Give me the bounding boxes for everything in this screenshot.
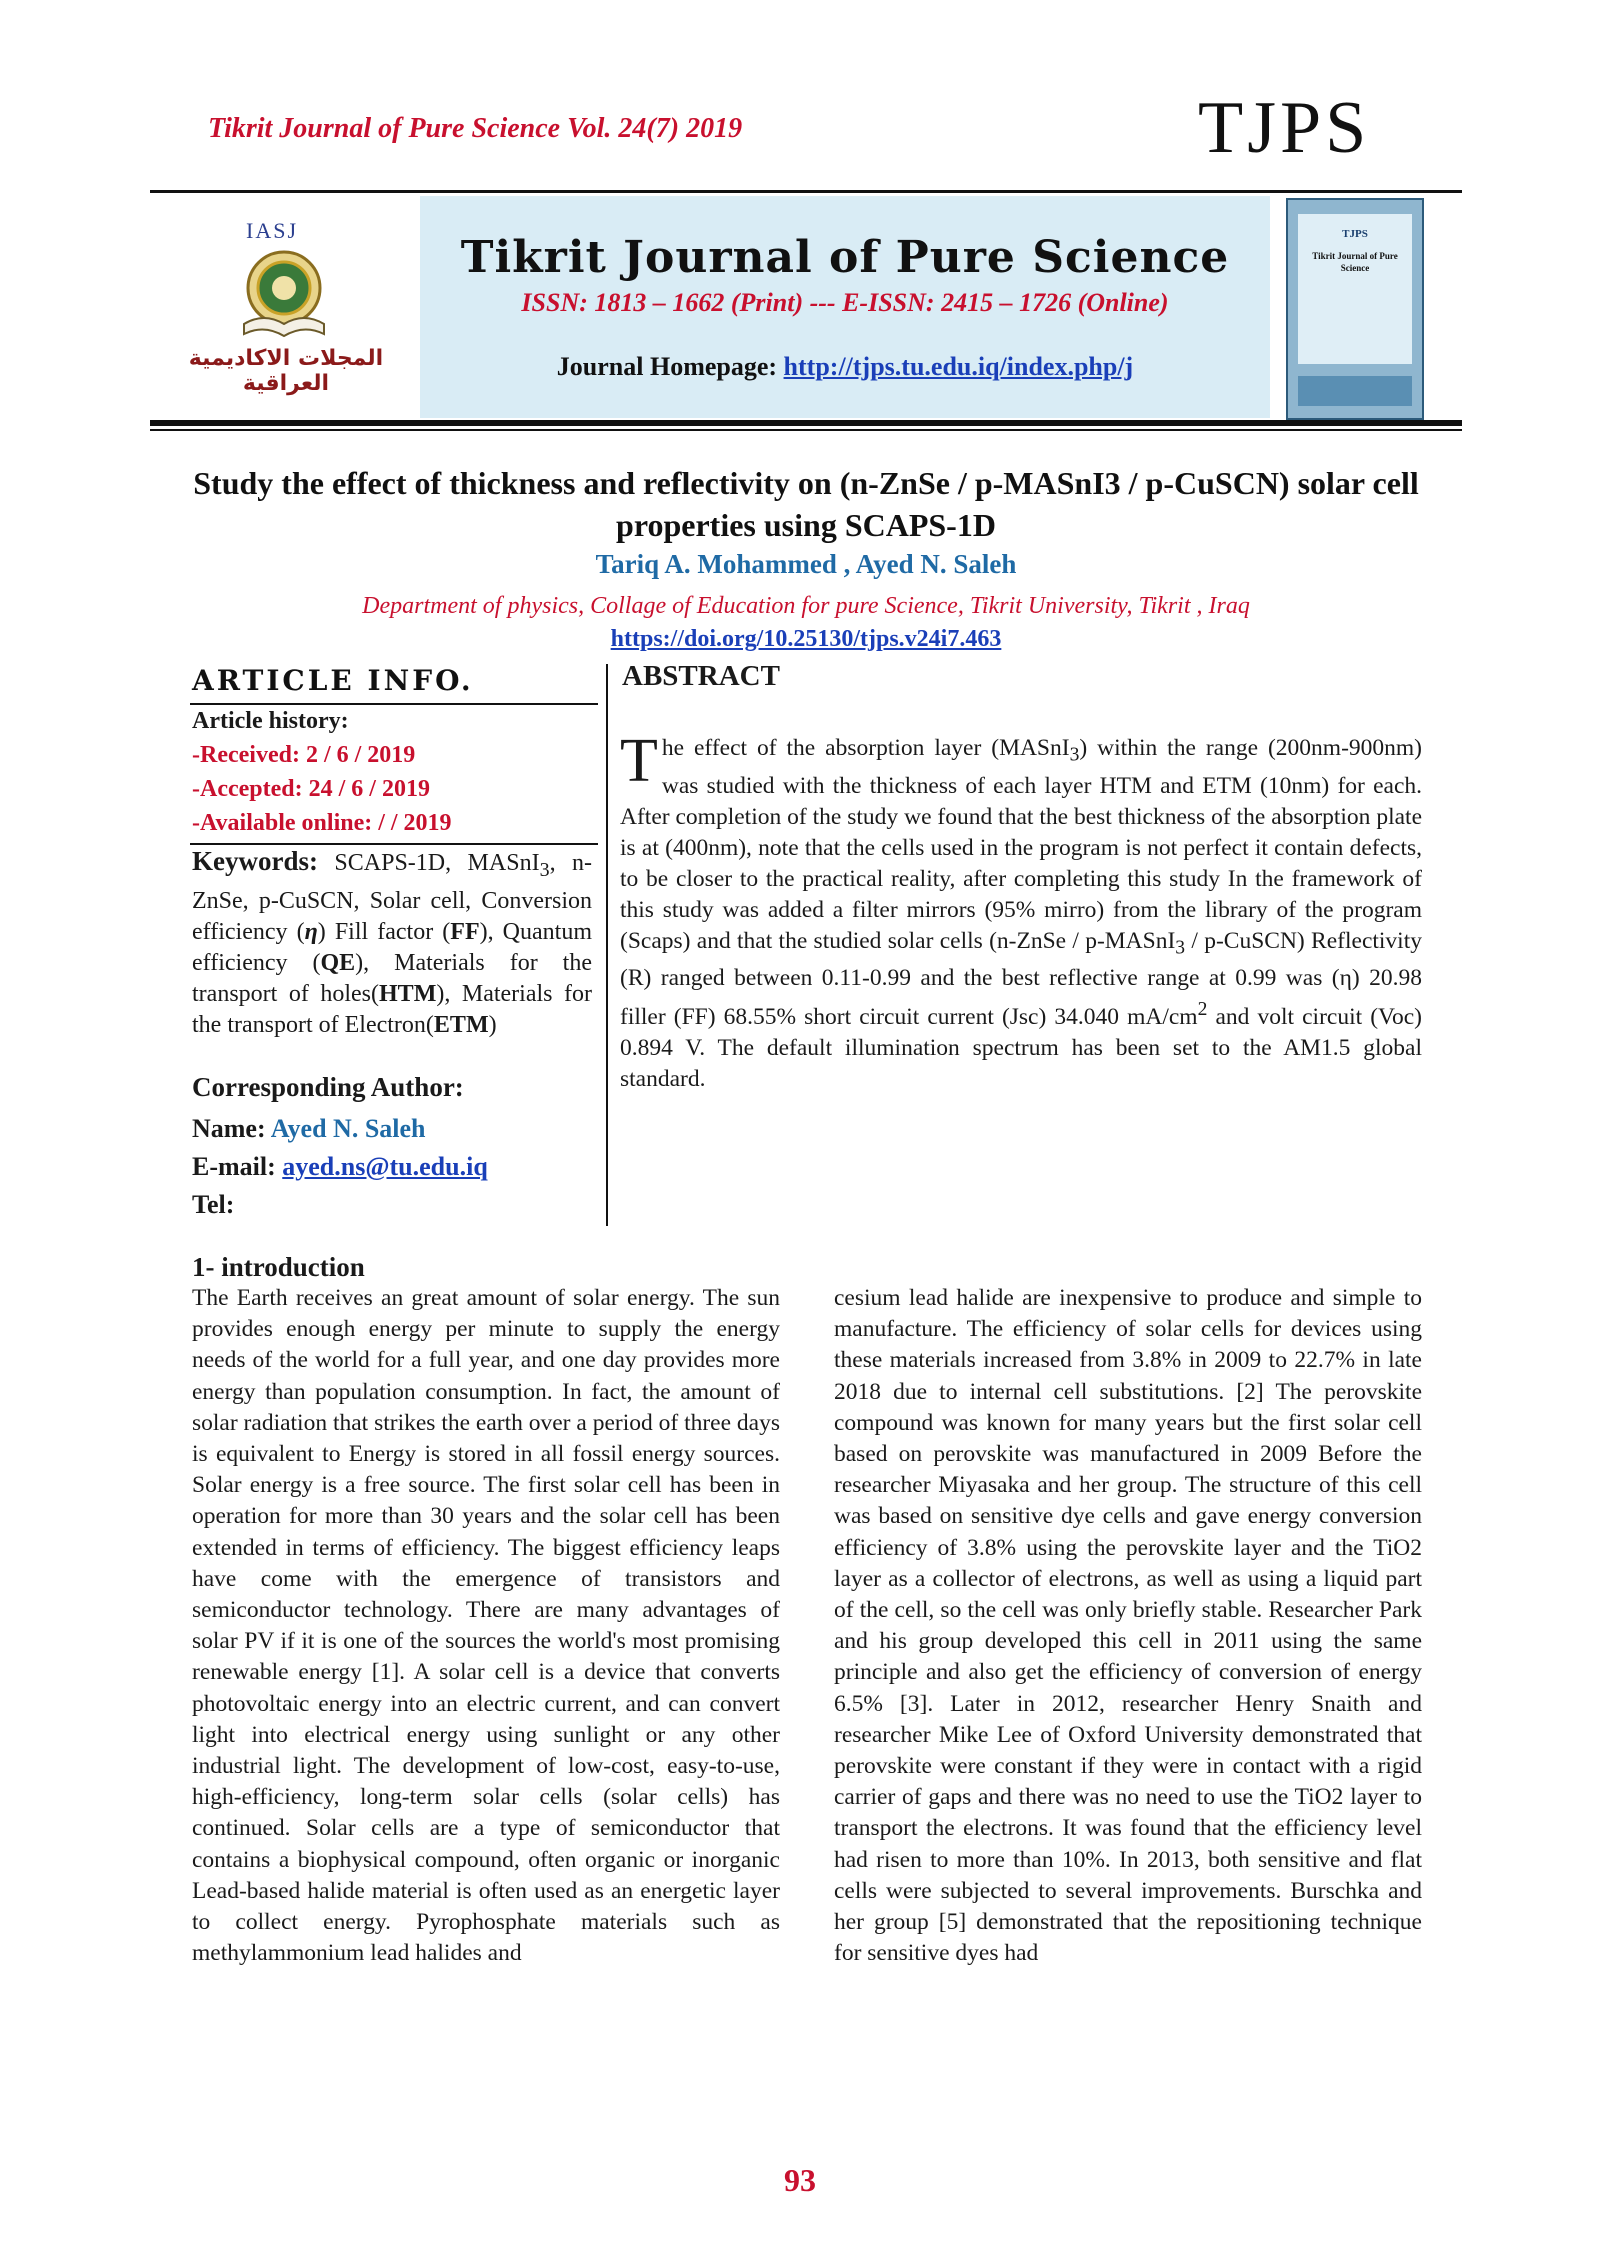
keywords-label: Keywords: — [192, 846, 318, 876]
page-number: 93 — [784, 2162, 816, 2198]
header-rule — [150, 190, 1462, 193]
body-column-left: The Earth receives an great amount of solar energy. The sun provides enough energy per minute to supply the energy needs of the world for a full year, and one day provides more energy than population consumption. In fact, the amount of solar radiation that strikes the earth over a period of three days is equivalent to Energy is stored in all fossil energy sources. Solar energy is a free source. The first solar cell has been in operation for more than 30 years and the solar cell has been extended in terms of efficiency. The biggest efficiency leaps have come with the emergence of transistors and semiconductor technology. There are many advantages of solar PV if it is one of the sources the world's most promising renewable energy [1]. A solar cell is a device that converts photovoltaic energy into an electric current, and can convert light into electrical energy using sunlight or any other industrial light. The development of low-cost, easy-to-use, high-efficiency, long-term solar cells (solar cells) has continued. Solar cells are a type of semiconductor that contains a biophysical compound, often organic or inorganic Lead-based halide material is often used as an energetic layer to collect energy. Pyrophosphate materials such as methylammonium lead halides and — [192, 1285, 780, 1967]
column-divider — [606, 664, 608, 1226]
article-info-heading: ARTICLE INFO. — [192, 664, 474, 697]
cover-title: Tikrit Journal of Pure Science — [1312, 251, 1398, 273]
email-label: E-mail: — [192, 1152, 283, 1181]
iasj-arabic-label: المجلات الاكاديمية العراقية — [188, 346, 384, 396]
name-label: Name: — [192, 1114, 271, 1143]
article-history-rule — [190, 843, 598, 845]
doi-line — [150, 626, 1462, 653]
article-affiliation: Department of physics, Collage of Education for pure Science, Tikrit University, Tikrit , Iraq — [362, 593, 1250, 619]
homepage-link[interactable]: http://tjps.tu.edu.iq/index.php/j — [783, 352, 1134, 381]
body-column-right: cesium lead halide are inexpensive to produce and simple to manufacture. The efficiency of solar cells for devices using these materials increased from 3.8% in 2009 to 22.7% in late 2018 due to internal cell substitutions. [2] The perovskite compound was known for many years but the first solar cell based on perovskite was manufactured in 2009 Before the researcher Miyasaka and her group. The structure of this cell was based on sensitive dye cells and gave energy conversion efficiency of 3.8% using the perovskite layer and the TiO2 layer as a collector of electrons, as well as using a liquid part of the cell, so the cell was only briefly stable. Researcher Park and his group developed this cell in 2011 using the same principle and also get the efficiency of conversion of energy 6.5% [3]. Later in 2012, researcher Henry Snaith and researcher Mike Lee of Oxford University demonstrated that perovskite were constant if they were in contact with a rigid carrier of gaps and there was no need to use the TiO2 layer to transport the electrons. It was found that the efficiency level had risen to more than 10%. In 2013, both sensitive and flat cells were subjected to several improvements. Burschka and her group [5] demonstrated that the repositioning technique for sensitive dyes had — [834, 1285, 1422, 1967]
corresponding-author-label: Corresponding Author: — [192, 1072, 464, 1102]
author-email-line — [192, 1152, 488, 1182]
author-name: Ayed N. Saleh — [270, 1114, 426, 1143]
cover-mark: TJPS — [1342, 228, 1368, 240]
banner-rule-thin — [150, 429, 1462, 431]
received-date: -Received: 2 / 6 / 2019 — [192, 742, 416, 768]
accepted-date: -Accepted: 24 / 6 / 2019 — [192, 776, 430, 802]
introduction-heading: 1- introduction — [192, 1252, 365, 1282]
abstract-text: The effect of the absorption layer (MASnI$_3$) within the range (200nm-900nm) was studied with the thickness of each layer HTM and ETM (10nm) for each. After completion of the study we found that the best thickness of the absorption plate is at (400nm), note that the cells used in the program is not perfect it contain defects, to be closer to the practical reality, after completing this study In the framework of this study was added a filter mirrors (95% mirro) from the library of the program (Scaps) and that the studied solar cells (n-ZnSe / p-MASnI$_3$ / p-CuSCN) Reflectivity (R) ranged between 0.11-0.99 and the best reflective range at 0.99 was (η) 20.98 filler (FF) 68.55% short circuit current (Jsc) 34.040 $mA/cm^2$ and volt circuit (Voc) 0.894 V. The default illumination spectrum has been set to the AM1.5 global standard. — [620, 727, 1422, 1093]
iasj-logo-text: IASJ — [246, 218, 299, 243]
article-title: Study the effect of thickness and reflectivity on (n-ZnSe / p-MASnI3 / p-CuSCN) solar cell properties using SCAPS-1D — [193, 465, 1419, 543]
journal-cover-image — [1286, 198, 1424, 420]
available-online-date: -Available online: / / 2019 — [192, 810, 452, 836]
article-authors: Tariq A. Mohammed , Ayed N. Saleh — [595, 549, 1017, 579]
homepage-line — [420, 352, 1270, 382]
tel-label: Tel: — [192, 1190, 235, 1219]
doi-link[interactable]: https://doi.org/10.25130/tjps.v24i7.463 — [610, 626, 1002, 652]
running-title: Tikrit Journal of Pure Science Vol. 24(7) 2019 — [208, 113, 743, 144]
abstract-heading: ABSTRACT — [622, 660, 780, 692]
iasj-emblem-icon — [234, 246, 334, 346]
journal-mark: TJPS — [1198, 87, 1371, 169]
keywords-block: Keywords: SCAPS-1D, MASnI$_3$, n-ZnSe, p-CuSCN, Solar cell, Conversion efficiency (η) Fill factor (FF), Quantum efficiency (QE), Materials for the transport of holes(HTM), Materials for the transport of Electron(ETM) — [192, 846, 593, 1038]
article-history-label: Article history: — [192, 708, 349, 734]
article-info-rule — [190, 703, 598, 705]
journal-name: Tikrit Journal of Pure Science — [460, 232, 1230, 283]
homepage-label: Journal Homepage: — [556, 352, 784, 381]
abstract-dropcap: T — [620, 727, 658, 795]
issn-line: ISSN: 1813 – 1662 (Print) --- E-ISSN: 2415 – 1726 (Online) — [521, 288, 1169, 317]
banner-rule-thick — [150, 420, 1462, 426]
author-name-line — [192, 1114, 426, 1144]
author-email-link[interactable]: ayed.ns@tu.edu.iq — [282, 1152, 488, 1181]
